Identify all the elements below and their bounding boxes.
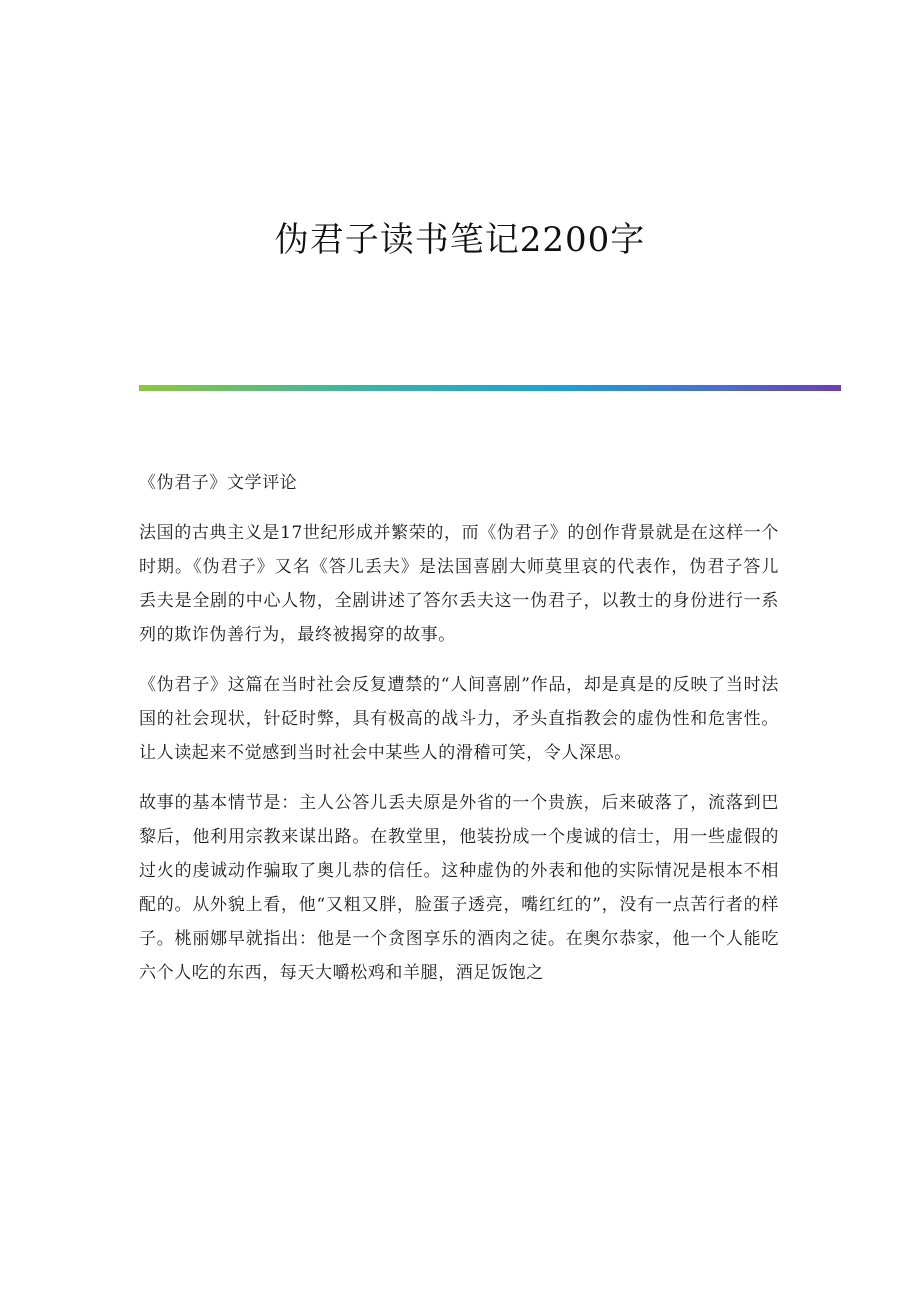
paragraph-1: 法国的古典主义是17世纪形成并繁荣的，而《伪君子》的创作背景就是在这样一个时期。《伪君子》又名《答儿丢夫》是法国喜剧大师莫里哀的代表作，伪君子答儿丢夫是全剧的中心人物，全剧讲述了答尔丢夫这一伪君子，以教士的身份进行一系列的欺诈伪善行为，最终被揭穿的故事。 — [139, 523, 779, 645]
title-divider-rule — [139, 385, 841, 391]
document-title: 伪君子读书笔记2200字 — [274, 220, 646, 260]
paragraph-3: 故事的基本情节是：主人公答儿丢夫原是外省的一个贵族，后来破落了，流落到巴黎后，他利用宗教来谋出路。在教堂里，他装扮成一个虔诚的信士，用一些虚假的过火的虔诚动作骗取了奥儿恭的信任。这种虚伪的外表和他的实际情况是根本不相配的。从外貌上看，他“又粗又胖，脸蛋子透亮，嘴红红的”，没有一点苦行者的样子。桃丽娜早就指出：他是一个贪图享乐的酒肉之徒。在奥尔恭家，他一个人能吃六个人吃的东西，每天大嚼松鸡和羊腿，酒足饭饱之 — [139, 793, 779, 983]
paragraph-2: 《伪君子》这篇在当时社会反复遭禁的“人间喜剧”作品，却是真是的反映了当时法国的社会现状，针砭时弊，具有极高的战斗力，矛头直指教会的虚伪性和危害性。让人读起来不觉感到当时社会中某些人的滑稽可笑，令人深思。 — [139, 675, 779, 763]
section-label: 《伪君子》文学评论 — [139, 473, 298, 493]
document-body — [139, 466, 779, 1006]
